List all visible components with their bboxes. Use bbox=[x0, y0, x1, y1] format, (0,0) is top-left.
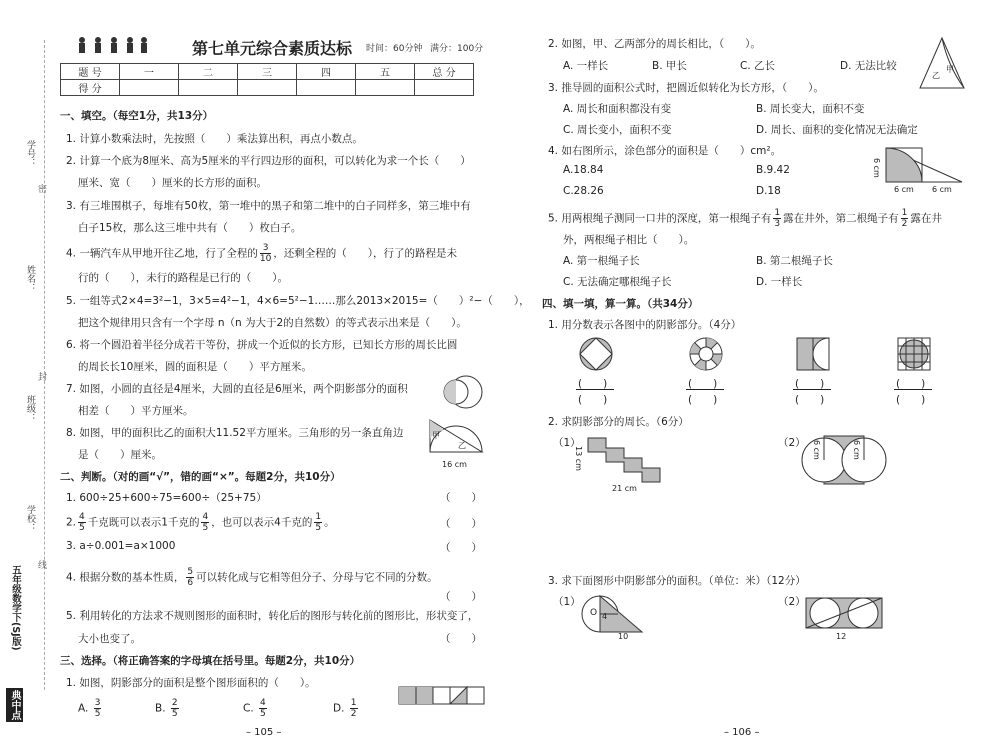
c5-option-d[interactable]: D. 一样长 bbox=[756, 276, 803, 288]
p1-figure-4 bbox=[896, 336, 932, 372]
score-cell[interactable] bbox=[356, 80, 415, 96]
q8-text-line1: 8. 如图，甲的面积比乙的面积大11.52平方厘米。三角形的另一条直角边 bbox=[66, 427, 404, 439]
p3-base-label: 10 bbox=[618, 632, 629, 641]
c5-option-c[interactable]: C. 无法确定哪根绳子长 bbox=[563, 276, 672, 288]
q8-text-line2: 是（ ）厘米。 bbox=[78, 449, 162, 461]
j5-answer-blank[interactable]: （ ） bbox=[440, 633, 482, 645]
j5-text-line2: 大小也变了。 bbox=[78, 633, 141, 645]
c3-option-a[interactable]: A. 周长和面积都没有变 bbox=[563, 103, 672, 115]
j3-text: 3. a÷0.001=a×1000 bbox=[66, 540, 176, 552]
c1-option-c[interactable]: C. $\frac{4}{5}$ bbox=[243, 698, 266, 719]
c4-quarter-circle-figure bbox=[884, 146, 966, 186]
q7-circles-figure bbox=[440, 374, 484, 410]
c4-height-label: 6 cm bbox=[872, 158, 881, 178]
score-cell[interactable] bbox=[179, 80, 238, 96]
c2-option-b[interactable]: B. 甲长 bbox=[652, 60, 687, 72]
p1-blank-3-den[interactable]: ( ) bbox=[795, 394, 825, 406]
cut-mark-line: 线 bbox=[38, 561, 48, 571]
c5-option-b[interactable]: B. 第二根绳子长 bbox=[756, 255, 833, 267]
p3-width-label: 12 bbox=[836, 632, 847, 641]
c3-option-b[interactable]: B. 周长变大，面积不变 bbox=[756, 103, 865, 115]
fraction-bar bbox=[894, 389, 932, 390]
c2-yi-label: 乙 bbox=[932, 71, 940, 80]
score-table bbox=[60, 63, 474, 96]
page-number-right: – 106 – bbox=[724, 727, 760, 738]
time-limit: 时间：60分钟 bbox=[366, 44, 423, 54]
p3-text: 3. 求下面图形中阴影部分的面积。（单位：米）（12分） bbox=[548, 575, 806, 587]
section-4-heading: 四、填一填，算一算。（共34分） bbox=[542, 298, 699, 310]
p2-width-label: 21 cm bbox=[612, 484, 637, 493]
p1-text: 1. 用分数表示各图中的阴影部分。（4分） bbox=[548, 319, 742, 331]
c4-width-label-2: 6 cm bbox=[932, 185, 952, 194]
p3-radius-label: 4 bbox=[602, 612, 608, 621]
j3-answer-blank[interactable]: （ ） bbox=[440, 542, 482, 554]
q6-text-line2: 的周长长10厘米，圆的面积是（ ）平方厘米。 bbox=[78, 361, 312, 373]
class-label: 班级： bbox=[25, 395, 35, 422]
c5-option-a[interactable]: A. 第一根绳子长 bbox=[563, 255, 640, 267]
p3-rectangle-circles-figure bbox=[804, 596, 884, 632]
q8-yi-label: 乙 bbox=[458, 441, 466, 450]
q2-text-line2: 厘米、宽（ ）厘米的长方形的面积。 bbox=[78, 177, 267, 189]
kids-decoration-icon bbox=[76, 36, 156, 58]
binding-sidebar bbox=[0, 0, 52, 754]
score-cell[interactable] bbox=[120, 80, 179, 96]
c4-width-label-1: 6 cm bbox=[894, 185, 914, 194]
p1-figure-3 bbox=[795, 336, 831, 372]
q8-jia-label: 甲 bbox=[432, 431, 440, 440]
j1-text: 1. 600÷25+600÷75=600÷（25+75） bbox=[66, 492, 267, 504]
score-header: 一 bbox=[120, 64, 179, 80]
q5-text-line2: 把这个规律用只含有一个字母 n（n 为大于2的自然数）的等式表示出来是（ ）。 bbox=[78, 317, 467, 329]
page-title: 第七单元综合素质达标 bbox=[192, 39, 353, 58]
p2-height-label: 13 cm bbox=[574, 446, 583, 471]
c1-option-d[interactable]: D. $\frac{1}{2}$ bbox=[333, 698, 357, 719]
full-score: 满分：100分 bbox=[430, 44, 484, 54]
p1-figure-2 bbox=[688, 336, 724, 372]
p3-label-1: （1） bbox=[553, 596, 581, 608]
p2-text: 2. 求阴影部分的周长。（6分） bbox=[548, 416, 689, 428]
p1-blank-2-den[interactable]: ( ) bbox=[688, 394, 718, 406]
p1-blank-4-num[interactable]: ( ) bbox=[896, 378, 926, 390]
p3-label-2: （2） bbox=[778, 596, 806, 608]
score-header: 三 bbox=[238, 64, 297, 80]
q3-text-line1: 3. 有三堆围棋子，每堆有50枚，第一堆中的黑子和第二堆中的白子同样多，第三堆中有 bbox=[66, 200, 471, 212]
p2-label-2: （2） bbox=[778, 437, 806, 449]
section-3-heading: 三、选择。（将正确答案的字母填在括号里。每题2分，共10分） bbox=[60, 655, 361, 667]
q7-text-line1: 7. 如图，小圆的直径是4厘米，大圆的直径是6厘米，两个阴影部分的面积 bbox=[66, 383, 408, 395]
section-1-heading: 一、填空。（每空1分，共13分） bbox=[60, 110, 214, 122]
p1-figure-1 bbox=[578, 336, 614, 372]
student-id-label: 学号： bbox=[25, 140, 35, 167]
j2-text: 2. $\frac{4}{5}$ 千克既可以表示1千克的 $\frac{4}{5}$ ，也可以表示4千克的 $\frac{1}{5}$ 。 bbox=[66, 512, 335, 533]
c5-text-line2: 外，两根绳子相比（ ）。 bbox=[563, 234, 695, 246]
school-label: 学校： bbox=[25, 505, 35, 532]
q5-text-line1: 5. 一组等式2×4=3²−1，3×5=4²−1，4×6=5²−1……那么2013×2015=（ ）²−（ ）， bbox=[66, 295, 530, 307]
cut-mark-seal: 密 bbox=[38, 185, 48, 195]
cut-line bbox=[44, 40, 45, 690]
c3-text: 3. 推导圆的面积公式时，把圆近似转化为长方形，（ ）。 bbox=[548, 82, 824, 94]
p2-radius-label-2: 6 cm bbox=[852, 440, 861, 460]
c1-option-b[interactable]: B. $\frac{2}{5}$ bbox=[155, 698, 178, 719]
p1-blank-3-num[interactable]: ( ) bbox=[795, 378, 825, 390]
c3-option-c[interactable]: C. 周长变小，面积不变 bbox=[563, 124, 672, 136]
score-cell[interactable] bbox=[415, 80, 474, 96]
score-header: 总 分 bbox=[415, 64, 474, 80]
section-2-heading: 二、判断。（对的画“√”，错的画“×”。每题2分，共10分） bbox=[60, 471, 341, 483]
fraction: $\frac{3}{10}$ bbox=[259, 243, 272, 264]
c4-option-b[interactable]: B.9.42 bbox=[756, 164, 790, 176]
c4-option-d[interactable]: D.18 bbox=[756, 185, 781, 197]
book-title: 五年级数学下(SJ版) bbox=[10, 565, 21, 651]
score-header: 四 bbox=[297, 64, 356, 80]
c2-triangle-figure bbox=[918, 36, 966, 92]
j2-answer-blank[interactable]: （ ） bbox=[440, 518, 482, 530]
c2-option-a[interactable]: A. 一样长 bbox=[563, 60, 609, 72]
c5-text-line1: 5. 用两根绳子测同一口井的深度，第一根绳子有 $\frac{1}{3}$ 露在井外，第二根绳子有 $\frac{1}{2}$ 露在井 bbox=[548, 208, 942, 229]
fraction-bar bbox=[576, 389, 614, 390]
name-label: 姓名： bbox=[25, 265, 35, 292]
q3-text-line2: 白子15枚，那么这三堆中共有（ ）枚白子。 bbox=[78, 222, 302, 234]
c1-strip-figure bbox=[398, 686, 488, 706]
j4-answer-blank[interactable]: （ ） bbox=[440, 591, 482, 603]
q1-text: 1. 计算小数乘法时，先按照（ ）乘法算出积，再点小数点。 bbox=[66, 133, 363, 145]
q6-text-line1: 6. 将一个圆沿着半径分成若干等份，拼成一个近似的长方形，已知长方形的周长比圆 bbox=[66, 339, 458, 351]
page-number-left: – 105 – bbox=[246, 727, 282, 738]
q8-base-label: 16 cm bbox=[442, 460, 467, 469]
c4-text: 4. 如右图所示，涂色部分的面积是（ ）cm²。 bbox=[548, 145, 782, 157]
j1-answer-blank[interactable]: （ ） bbox=[440, 492, 482, 504]
fraction-bar bbox=[686, 389, 724, 390]
q4-text-line2: 行的（ ），未行的路程是已行的（ ）。 bbox=[78, 272, 288, 284]
c1-text: 1. 如图，阴影部分的面积是整个图形面积的（ ）。 bbox=[66, 677, 316, 689]
q2-text-line1: 2. 计算一个底为8厘米、高为5厘米的平行四边形的面积，可以转化为求一个长（ ） bbox=[66, 155, 471, 167]
brand-logo: 典中点 bbox=[6, 688, 23, 722]
p1-blank-2-num[interactable]: ( ) bbox=[688, 378, 718, 390]
c3-option-d[interactable]: D. 周长、面积的变化情况无法确定 bbox=[756, 124, 918, 136]
c2-text: 2. 如图，甲、乙两部分的周长相比，（ ）。 bbox=[548, 38, 761, 50]
j4-text: 4. 根据分数的基本性质， $\frac{5}{6}$ 可以转化成与它相等但分子、分母与它不同的分数。 bbox=[66, 567, 438, 588]
p1-blank-1-num[interactable]: ( ) bbox=[578, 378, 608, 390]
p1-blank-4-den[interactable]: ( ) bbox=[896, 394, 926, 406]
p3-center-label: O bbox=[590, 608, 598, 618]
p1-blank-1-den[interactable]: ( ) bbox=[578, 394, 608, 406]
c2-jia-label: 甲 bbox=[946, 65, 954, 74]
score-header: 题 号 bbox=[61, 64, 120, 80]
score-row-label: 得 分 bbox=[61, 80, 120, 96]
score-header: 二 bbox=[179, 64, 238, 80]
q7-text-line2: 相差（ ）平方厘米。 bbox=[78, 405, 194, 417]
j5-text-line1: 5. 利用转化的方法求不规则图形的面积时，转化后的图形与转化前的图形比，形状变了， bbox=[66, 610, 479, 622]
p2-label-1: （1） bbox=[553, 437, 581, 449]
c4-option-c[interactable]: C.28.26 bbox=[563, 185, 604, 197]
score-header: 五 bbox=[356, 64, 415, 80]
c2-option-c[interactable]: C. 乙长 bbox=[740, 60, 776, 72]
cut-mark-close: 封 bbox=[38, 373, 48, 383]
fraction-bar bbox=[793, 389, 831, 390]
p2-radius-label-1: 6 cm bbox=[812, 440, 821, 460]
c2-option-d[interactable]: D. 无法比较 bbox=[840, 60, 897, 72]
q4-text-line1: 4. 一辆汽车从甲地开往乙地，行了全程的 $\frac{3}{10}$ ，还剩全程的（ ），行了的路程是未 bbox=[66, 243, 458, 264]
score-cell[interactable] bbox=[238, 80, 297, 96]
p2-staircase-figure bbox=[586, 436, 670, 486]
c4-option-a[interactable]: A.18.84 bbox=[563, 164, 604, 176]
c1-option-a[interactable]: A. $\frac{3}{5}$ bbox=[78, 698, 101, 719]
score-cell[interactable] bbox=[297, 80, 356, 96]
